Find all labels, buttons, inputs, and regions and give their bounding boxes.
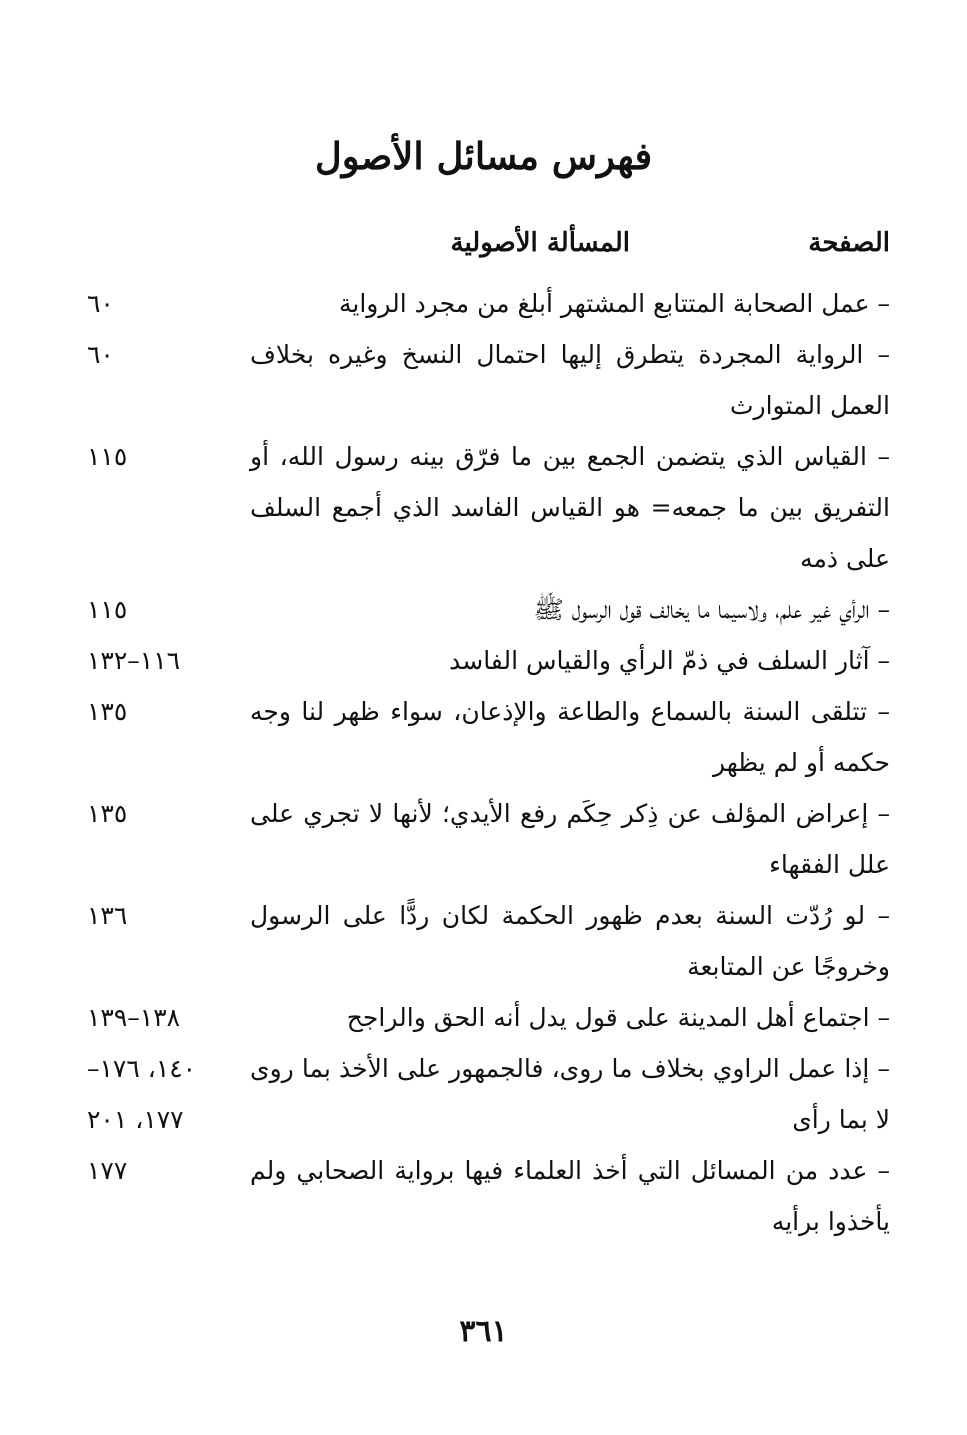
topic-column-header: المسألة الأصولية: [450, 228, 630, 258]
page-ref: [85, 635, 250, 686]
topic-text: – إذا عمل الراوي بخلاف ما روى، فالجمهور على الأخذ بما روى لا بما رأى: [250, 1054, 890, 1134]
topic-text: – لو رُدّت السنة بعدم ظهور الحكمة لكان ردًّا على الرسول وخروجًا عن المتابعة: [250, 901, 890, 981]
page-ref-line: ١٣٥: [87, 799, 128, 828]
index-row: [85, 1043, 890, 1145]
page-ref: [85, 890, 250, 941]
page-ref-line: ١٤٠، ١٧٦–: [87, 1054, 197, 1083]
page-ref-line: ١٧٧: [87, 1156, 128, 1185]
page-ref-line: ١١٥: [87, 442, 128, 471]
page-ref-line: ١٧٧، ٢٠١: [87, 1105, 184, 1134]
page-ref-line: ١١٦–١٣٢: [87, 646, 181, 675]
index-row: [85, 329, 890, 431]
page-ref: [85, 1043, 250, 1145]
page-ref-line: ١٣٨–١٣٩: [87, 1003, 181, 1032]
column-headers: [85, 228, 890, 270]
page-ref: [85, 1145, 250, 1196]
page-ref-line: ١١٥: [87, 595, 128, 624]
topic-text: – الرواية المجردة يتطرق إليها احتمال النسخ وغيره بخلاف العمل المتوارث: [250, 340, 890, 420]
topic-text: – اجتماع أهل المدينة على قول يدل أنه الحق والراجح: [346, 1003, 890, 1032]
page-ref-line: ١٣٦: [87, 901, 128, 930]
index-row: [85, 431, 890, 584]
topic-text: – آثار السلف في ذمّ الرأي والقياس الفاسد: [449, 646, 890, 675]
index-row: [85, 584, 890, 635]
index-table: [85, 278, 890, 1247]
page-ref: [85, 584, 250, 635]
index-row: [85, 635, 890, 686]
index-row: [85, 278, 890, 329]
page-ref: [85, 431, 250, 482]
topic-text: – الرأي غير علم، ولاسيما ما يخالف قول الرسول ﷺ: [533, 595, 890, 624]
topic-text: – القياس الذي يتضمن الجمع بين ما فرّق بينه رسول الله، أو التفريق بين ما جمعه= هو القياس الفاسد الذي أجمع السلف على ذمه: [250, 442, 890, 573]
index-row: [85, 890, 890, 992]
page-ref-line: ٦٠: [87, 340, 114, 369]
page-ref: [85, 788, 250, 839]
topic-text: – عدد من المسائل التي أخذ العلماء فيها برواية الصحابي ولم يأخذوا برأيه: [250, 1156, 890, 1236]
topic-text: – إعراض المؤلف عن ذِكر حِكَم رفع الأيدي؛ لأنها لا تجري على علل الفقهاء: [250, 799, 890, 879]
page-ref: [85, 686, 250, 737]
topic-text: – تتلقى السنة بالسماع والطاعة والإذعان، سواء ظهر لنا وجه حكمه أو لم يظهر: [250, 697, 890, 777]
topic-text: – عمل الصحابة المتتابع المشتهر أبلغ من مجرد الرواية: [338, 289, 890, 318]
page-ref: [85, 278, 250, 329]
index-row: [85, 992, 890, 1043]
page-ref: [85, 329, 250, 380]
page-ref-line: ٦٠: [87, 289, 114, 318]
page-ref: [85, 992, 250, 1043]
page-title: فهرس مسائل الأصول: [314, 134, 653, 178]
page-ref-line: ١٣٥: [87, 697, 128, 726]
page-column-header: الصفحة: [808, 228, 890, 258]
index-row: [85, 686, 890, 788]
index-row: [85, 1145, 890, 1247]
index-row: [85, 788, 890, 890]
page-number: ٣٦١: [459, 1314, 508, 1349]
